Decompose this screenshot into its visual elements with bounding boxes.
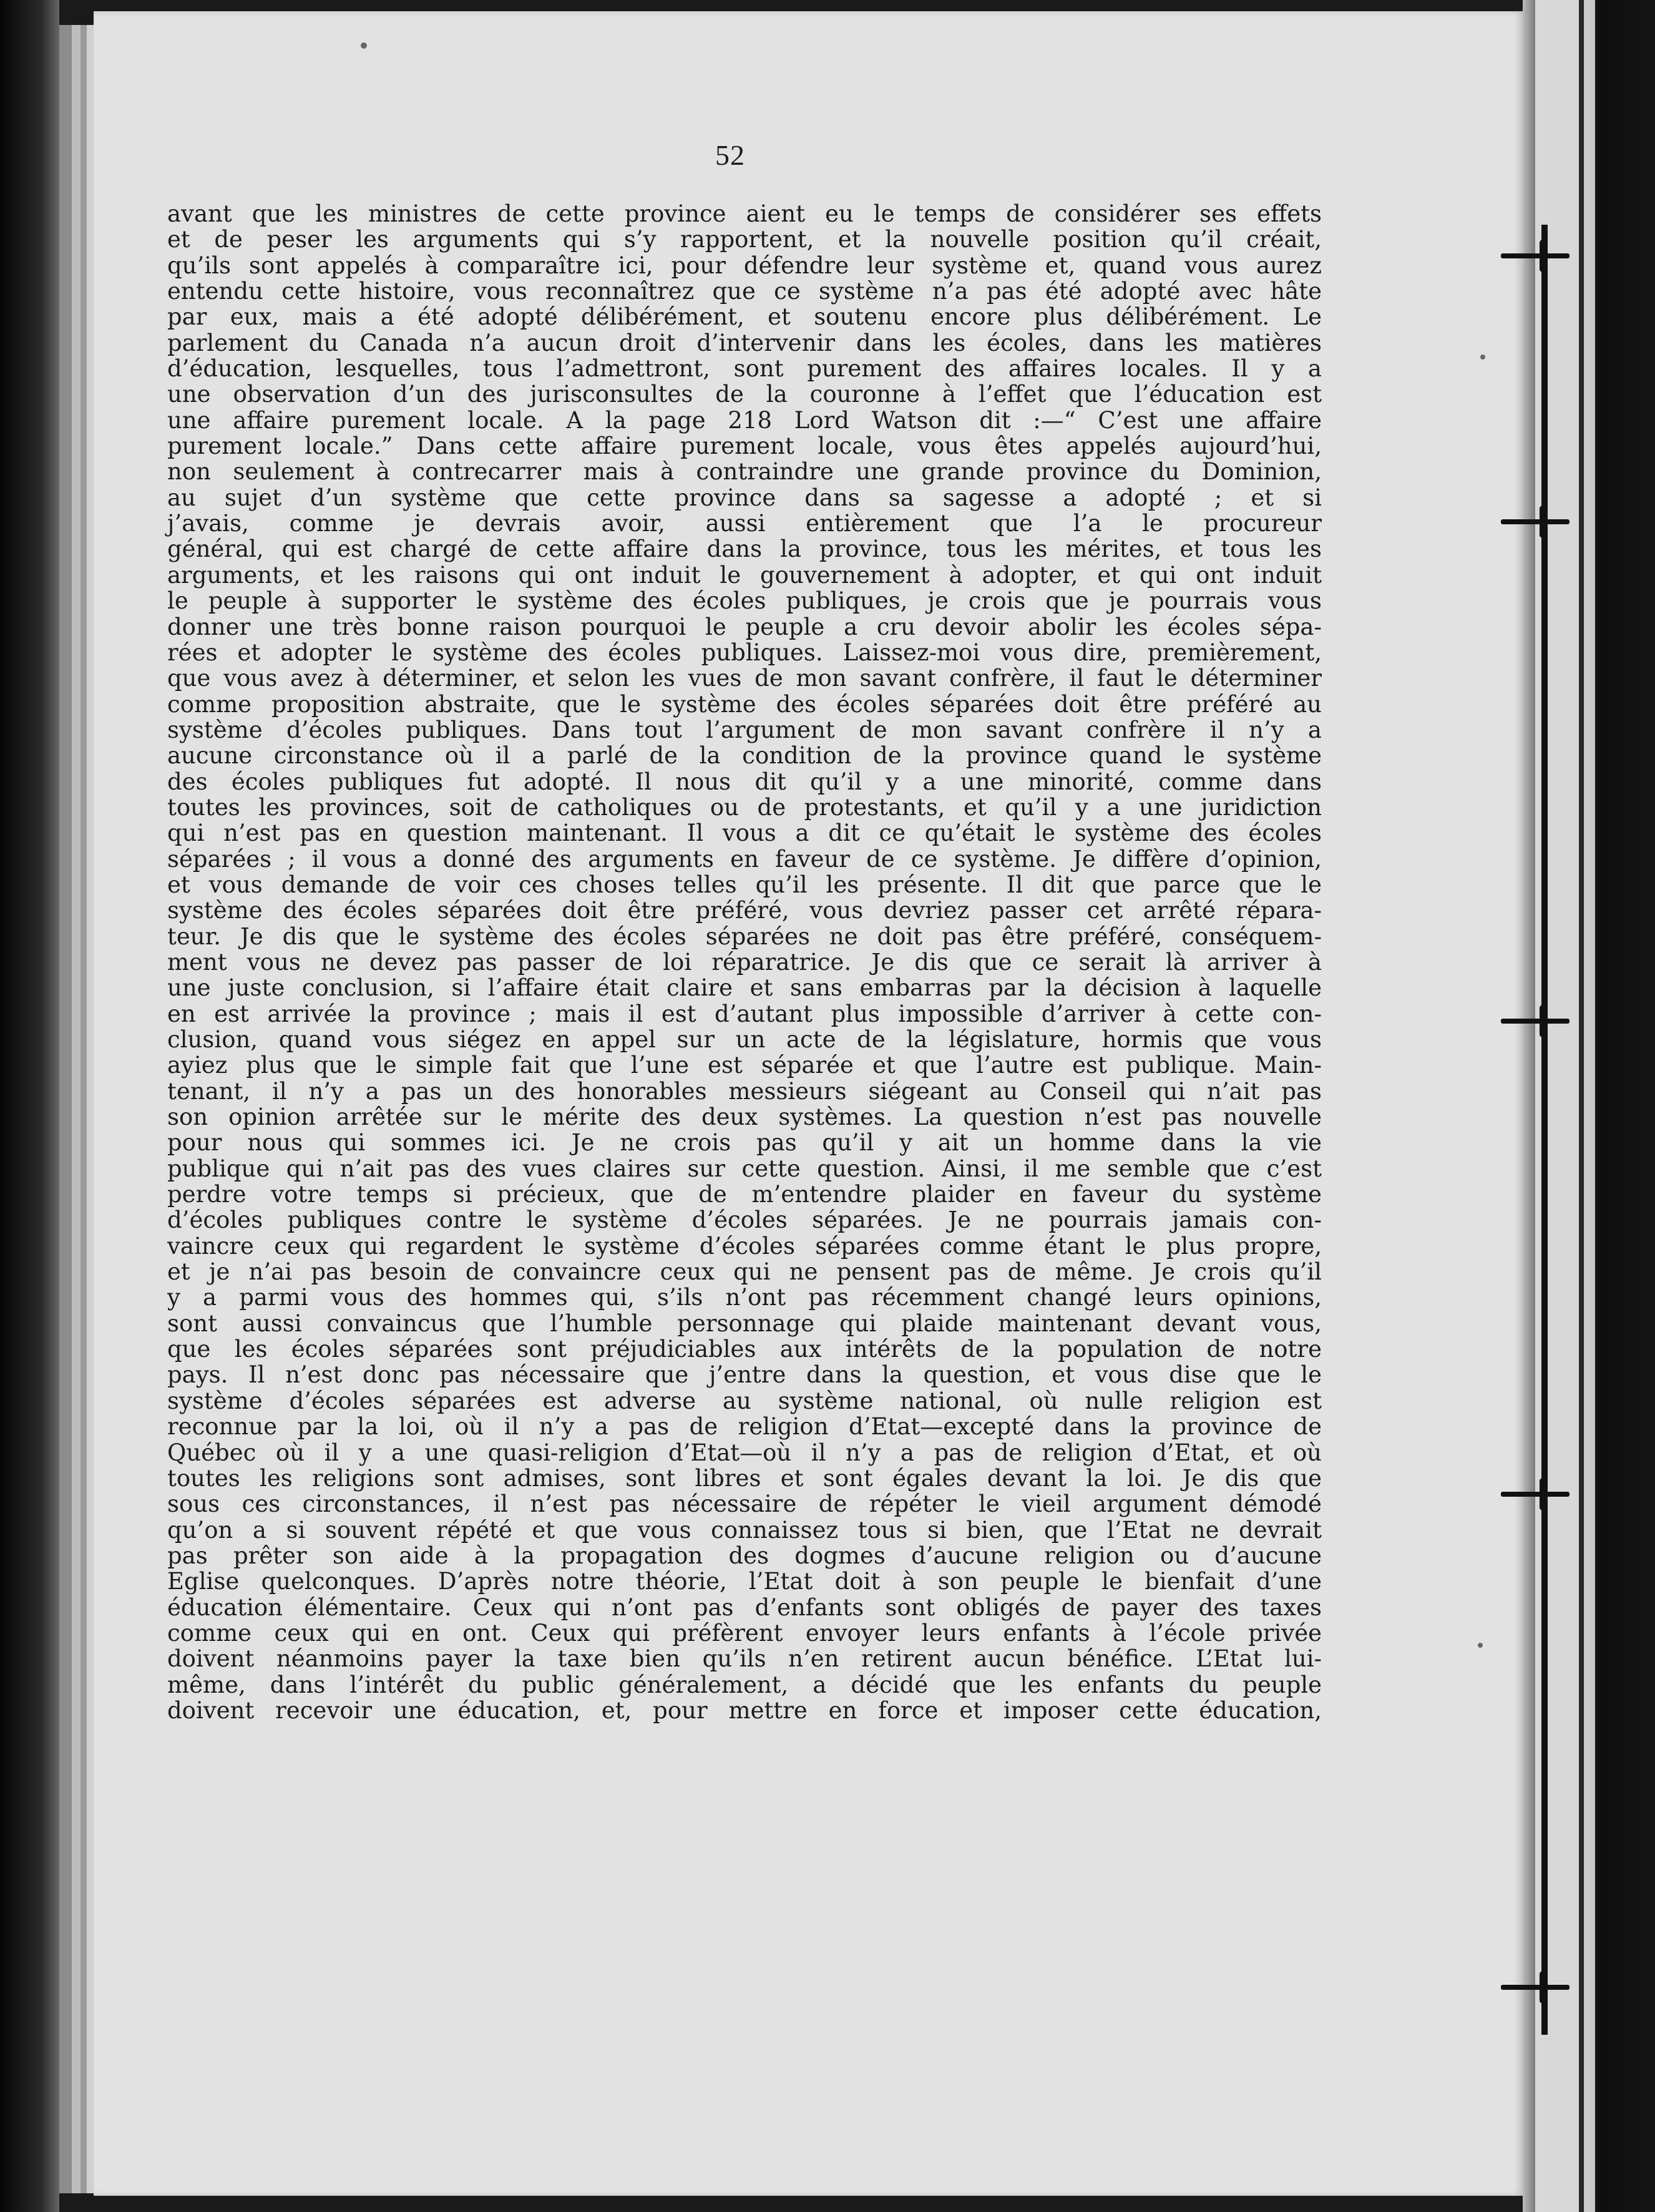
- text-line: tenant, il n’y a pas un des honorables messieurs siégeant au Conseil qui n’ait pas: [167, 1077, 1322, 1105]
- text-line: et vous demande de voir ces choses telles qu’il les présente. Il dit que parce que le: [167, 871, 1322, 898]
- text-line: sous ces circonstances, il n’est pas nécessaire de répéter le vieil argument démodé: [167, 1490, 1322, 1518]
- text-line: que vous avez à déterminer, et selon les vues de mon savant confrère, il faut le déterminer: [167, 665, 1322, 692]
- text-line: toutes les religions sont admises, sont libres et sont égales devant la loi. Je dis que: [167, 1464, 1322, 1492]
- text-line: et de peser les arguments qui s’y rapportent, et la nouvelle position qu’il créait,: [167, 226, 1322, 253]
- page-number: 52: [715, 139, 745, 171]
- facing-page-strip: [1584, 0, 1595, 2212]
- text-line: sont aussi convaincus que l’humble personnage qui plaide maintenant devant vous,: [167, 1309, 1322, 1337]
- page-stack-edge: [72, 25, 81, 2193]
- text-line: doivent néanmoins payer la taxe bien qu’ils n’en retirent aucun bénéfice. L’Etat lui-: [167, 1645, 1322, 1673]
- text-line: qui n’est pas en question maintenant. Il vous a dit ce qu’était le système des écoles: [167, 820, 1322, 847]
- paper-speck: [1478, 1643, 1483, 1648]
- text-line: des écoles publiques fut adopté. Il nous dit qu’il y a une minorité, comme dans: [167, 768, 1322, 795]
- text-line: qu’ils sont appelés à comparaître ici, pour défendre leur système et, quand vous aurez: [167, 252, 1322, 279]
- page-gutter: [1523, 0, 1535, 2212]
- text-line: au sujet d’un système que cette province dans sa sagesse a adopté ; et si: [167, 484, 1322, 511]
- text-line: rées et adopter le système des écoles publiques. Laissez-moi vous dire, premièrement,: [167, 639, 1322, 666]
- paper-speck: [1480, 355, 1485, 360]
- text-line: non seulement à contrecarrer mais à contraindre une grande province du Dominion,: [167, 458, 1322, 486]
- text-line: aucune circonstance où il a parlé de la condition de la province quand le système: [167, 742, 1322, 770]
- text-line: système des écoles séparées doit être préféré, vous devriez passer cet arrêté répara-: [167, 897, 1322, 924]
- text-line: par eux, mais a été adopté délibérément, et soutenu encore plus délibérément. Le: [167, 303, 1322, 331]
- text-line: j’avais, comme je devrais avoir, aussi entièrement que l’a le procureur: [167, 510, 1322, 537]
- text-line: éducation élémentaire. Ceux qui n’ont pas d’enfants sont obligés de payer des taxes: [167, 1593, 1322, 1621]
- text-line: comme ceux qui en ont. Ceux qui préfèrent envoyer leurs enfants à l’école privée: [167, 1619, 1322, 1647]
- text-line: Québec où il y a une quasi-religion d’Etat—où il n’y a pas de religion d’Etat, et où: [167, 1439, 1322, 1466]
- facing-page-edge: [1579, 0, 1655, 2212]
- text-line: publique qui n’ait pas des vues claires sur cette question. Ainsi, il me semble que c’est: [167, 1155, 1322, 1182]
- text-line: une juste conclusion, si l’affaire était claire et sans embarras par la décision à laquelle: [167, 974, 1322, 1002]
- text-line: même, dans l’intérêt du public généralement, a décidé que les enfants du peuple: [167, 1671, 1322, 1698]
- text-line: qu’on a si souvent répété et que vous connaissez tous si bien, que l’Etat ne devrait: [167, 1516, 1322, 1544]
- text-line: Eglise quelconques. D’après notre théorie, l’Etat doit à son peuple le bienfait d’une: [167, 1568, 1322, 1595]
- text-line: reconnue par la loi, où il n’y a pas de religion d’Etat—excepté dans la province de: [167, 1413, 1322, 1441]
- text-line: comme proposition abstraite, que le système des écoles séparées doit être préféré au: [167, 690, 1322, 718]
- text-line: pays. Il n’est donc pas nécessaire que j’entre dans la question, et vous dise que le: [167, 1361, 1322, 1389]
- text-line: y a parmi vous des hommes qui, s’ils n’ont pas récemment changé leurs opinions,: [167, 1284, 1322, 1311]
- page-stack-edge: [59, 25, 72, 2193]
- text-line: vaincre ceux qui regardent le système d’écoles séparées comme étant le plus propre,: [167, 1232, 1322, 1260]
- text-line: ayiez plus que le simple fait que l’une est séparée et que l’autre est publique. Main-: [167, 1052, 1322, 1079]
- text-line: perdre votre temps si précieux, que de m’entendre plaider en faveur du système: [167, 1181, 1322, 1208]
- text-line: parlement du Canada n’a aucun droit d’intervenir dans les écoles, dans les matières: [167, 329, 1322, 356]
- binding-stitch: [1501, 519, 1570, 524]
- paper-speck: [361, 42, 367, 49]
- binding-stitch: [1501, 1492, 1570, 1497]
- text-line: une observation d’un des jurisconsultes de la couronne à l’effet que l’éducation est: [167, 381, 1322, 408]
- text-line: avant que les ministres de cette province aient eu le temps de considérer ses effets: [167, 200, 1322, 227]
- text-line: le peuple à supporter le système des écoles publiques, je crois que je pourrais vous: [167, 587, 1322, 615]
- text-line: pas prêter son aide à la propagation des dogmes d’aucune religion ou d’aucune: [167, 1542, 1322, 1569]
- text-line: une affaire purement locale. A la page 218 Lord Watson dit :—“ C’est une affaire: [167, 406, 1322, 434]
- text-line: donner une très bonne raison pourquoi le peuple a cru devoir abolir les écoles sépa-: [167, 613, 1322, 640]
- binding-cord: [1541, 225, 1548, 2035]
- left-cover-edge: [0, 0, 59, 2212]
- text-line: général, qui est chargé de cette affaire dans la province, tous les mérites, et tous les: [167, 536, 1322, 563]
- text-line: doivent recevoir une éducation, et, pour mettre en force et imposer cette éducation,: [167, 1696, 1322, 1724]
- text-line: en est arrivée la province ; mais il est d’autant plus impossible d’arriver à cette con-: [167, 1000, 1322, 1027]
- page-stack-edge: [81, 25, 87, 2193]
- text-line: d’éducation, lesquelles, tous l’admettront, sont purement des affaires locales. Il y a: [167, 355, 1322, 383]
- text-line: purement locale.” Dans cette affaire purement locale, vous êtes appelés aujourd’hui,: [167, 433, 1322, 460]
- text-line: teur. Je dis que le système des écoles séparées ne doit pas être préféré, conséquem-: [167, 922, 1322, 950]
- text-line: clusion, quand vous siégez en appel sur un acte de la législature, hormis que vous: [167, 1026, 1322, 1053]
- text-line: séparées ; il vous a donné des arguments en faveur de ce système. Je diffère d’opinion,: [167, 845, 1322, 873]
- body-text: [167, 201, 1322, 1723]
- binding-stitch: [1501, 1019, 1570, 1024]
- text-line: ment vous ne devez pas passer de loi réparatrice. Je dis que ce serait là arriver à: [167, 948, 1322, 976]
- text-line: système d’écoles publiques. Dans tout l’argument de mon savant confrère il n’y a: [167, 716, 1322, 743]
- text-line: entendu cette histoire, vous reconnaîtrez que ce système n’a pas été adopté avec hâte: [167, 278, 1322, 305]
- text-line: et je n’ai pas besoin de convaincre ceux qui ne pensent pas de même. Je crois qu’il: [167, 1258, 1322, 1286]
- text-line: son opinion arrêtée sur le mérite des deux systèmes. La question n’est pas nouvelle: [167, 1104, 1322, 1131]
- text-line: système d’écoles séparées est adverse au système national, où nulle religion est: [167, 1387, 1322, 1414]
- text-line: d’écoles publiques contre le système d’écoles séparées. Je ne pourrais jamais con-: [167, 1206, 1322, 1234]
- text-line: pour nous qui sommes ici. Je ne crois pas qu’il y ait un homme dans la vie: [167, 1129, 1322, 1157]
- binding-stitch: [1501, 1985, 1570, 1990]
- text-line: toutes les provinces, soit de catholiques ou de protestants, et qu’il y a une juridiction: [167, 793, 1322, 821]
- binding-stitch: [1501, 253, 1570, 258]
- text-line: que les écoles séparées sont préjudiciables aux intérêts de la population de notre: [167, 1336, 1322, 1363]
- text-line: arguments, et les raisons qui ont induit le gouvernement à adopter, et qui ont induit: [167, 561, 1322, 589]
